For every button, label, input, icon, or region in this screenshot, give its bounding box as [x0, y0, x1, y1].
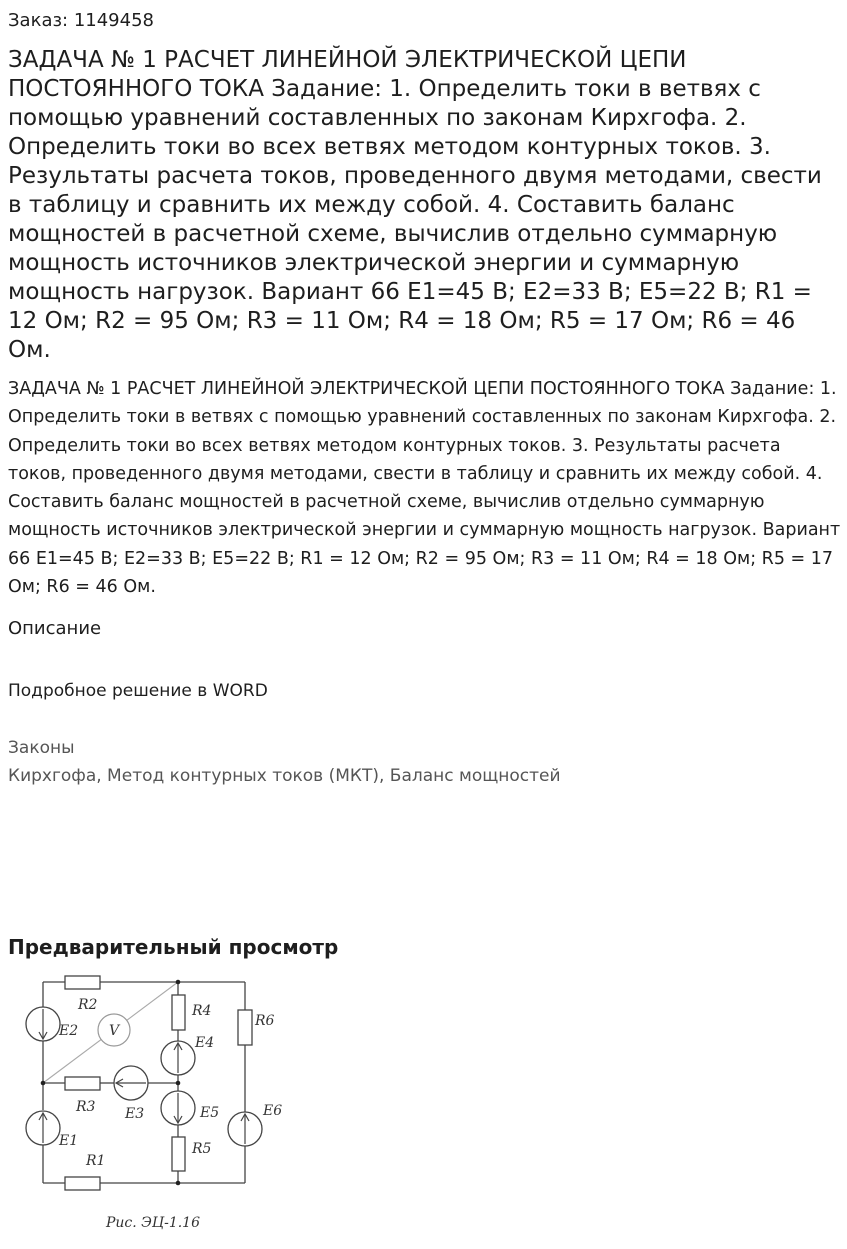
resistor-r3 [65, 1077, 100, 1090]
laws-title: Законы [8, 738, 75, 758]
laws-list: Кирхгофа, Метод контурных токов (МКТ), Баланс мощностей [8, 766, 561, 786]
label-r4: R4 [192, 1003, 212, 1019]
label-e2: E2 [59, 1023, 79, 1039]
label-e5: E5 [200, 1105, 220, 1121]
resistor-r1 [65, 1177, 100, 1190]
label-e3: E3 [125, 1106, 145, 1122]
label-v: V [109, 1023, 120, 1039]
circuit-preview [16, 965, 296, 1237]
resistor-r5 [172, 1137, 185, 1171]
task-heading: ЗАДАЧА № 1 РАСЧЕТ ЛИНЕЙНОЙ ЭЛЕКТРИЧЕСКОЙ ЦЕПИ ПОСТОЯННОГО ТОКА Задание: 1. Определить токи в ветвях с помощью уравнений составленных по законам Кирхгофа. 2. Определить токи во всех ветвях методом контурных токов. 3. Результаты расчета токов, проведенного двумя методами, свести в таблицу и сравнить их между собой. 4. Составить баланс мощностей в расчетной схеме, вычислив отдельно суммарную мощность источников электрической энергии и суммарную мощность нагрузок. Вариант 66 Е1=45 В; Е2=33 В; Е5=22 В; R1 = 12 Ом; R2 = 95 Ом; R3 = 11 Ом; R4 = 18 Ом; R5 = 17 Ом; R6 = 46 Ом. [8, 47, 822, 363]
preview-title: Предварительный просмотр [8, 935, 339, 959]
resistor-r2 [65, 976, 100, 989]
label-e1: E1 [59, 1133, 79, 1149]
label-e6: E6 [263, 1103, 283, 1119]
order-number: Заказ: 1149458 [8, 10, 154, 31]
label-r2: R2 [78, 997, 98, 1013]
description-label: Описание [8, 618, 102, 639]
circuit-diagram [16, 965, 296, 1237]
label-r6: R6 [255, 1013, 275, 1029]
resistor-r4 [172, 995, 185, 1030]
label-r5: R5 [192, 1141, 212, 1157]
solution-note: Подробное решение в WORD [8, 681, 268, 701]
task-description: ЗАДАЧА № 1 РАСЧЕТ ЛИНЕЙНОЙ ЭЛЕКТРИЧЕСКОЙ ЦЕПИ ПОСТОЯННОГО ТОКА Задание: 1. Определить токи в ветвях с помощью уравнений составленных по законам Кирхгофа. 2. Определить токи во всех ветвях методом контурных токов. 3. Результаты расчета токов, проведенного двумя методами, свести в таблицу и сравнить их между собой. 4. Составить баланс мощностей в расчетной схеме, вычислив отдельно суммарную мощность источников электрической энергии и суммарную мощность нагрузок. Вариант 66 Е1=45 В; Е2=33 В; Е5=22 В; R1 = 12 Ом; R2 = 95 Ом; R3 = 11 Ом; R4 = 18 Ом; R5 = 17 Ом; R6 = 46 Ом. [8, 379, 841, 598]
label-e4: E4 [195, 1035, 215, 1051]
resistor-r6 [238, 1010, 252, 1045]
label-r1: R1 [86, 1153, 106, 1169]
label-r3: R3 [76, 1099, 96, 1115]
figure-caption: Рис. ЭЦ-1.16 [106, 1215, 201, 1231]
